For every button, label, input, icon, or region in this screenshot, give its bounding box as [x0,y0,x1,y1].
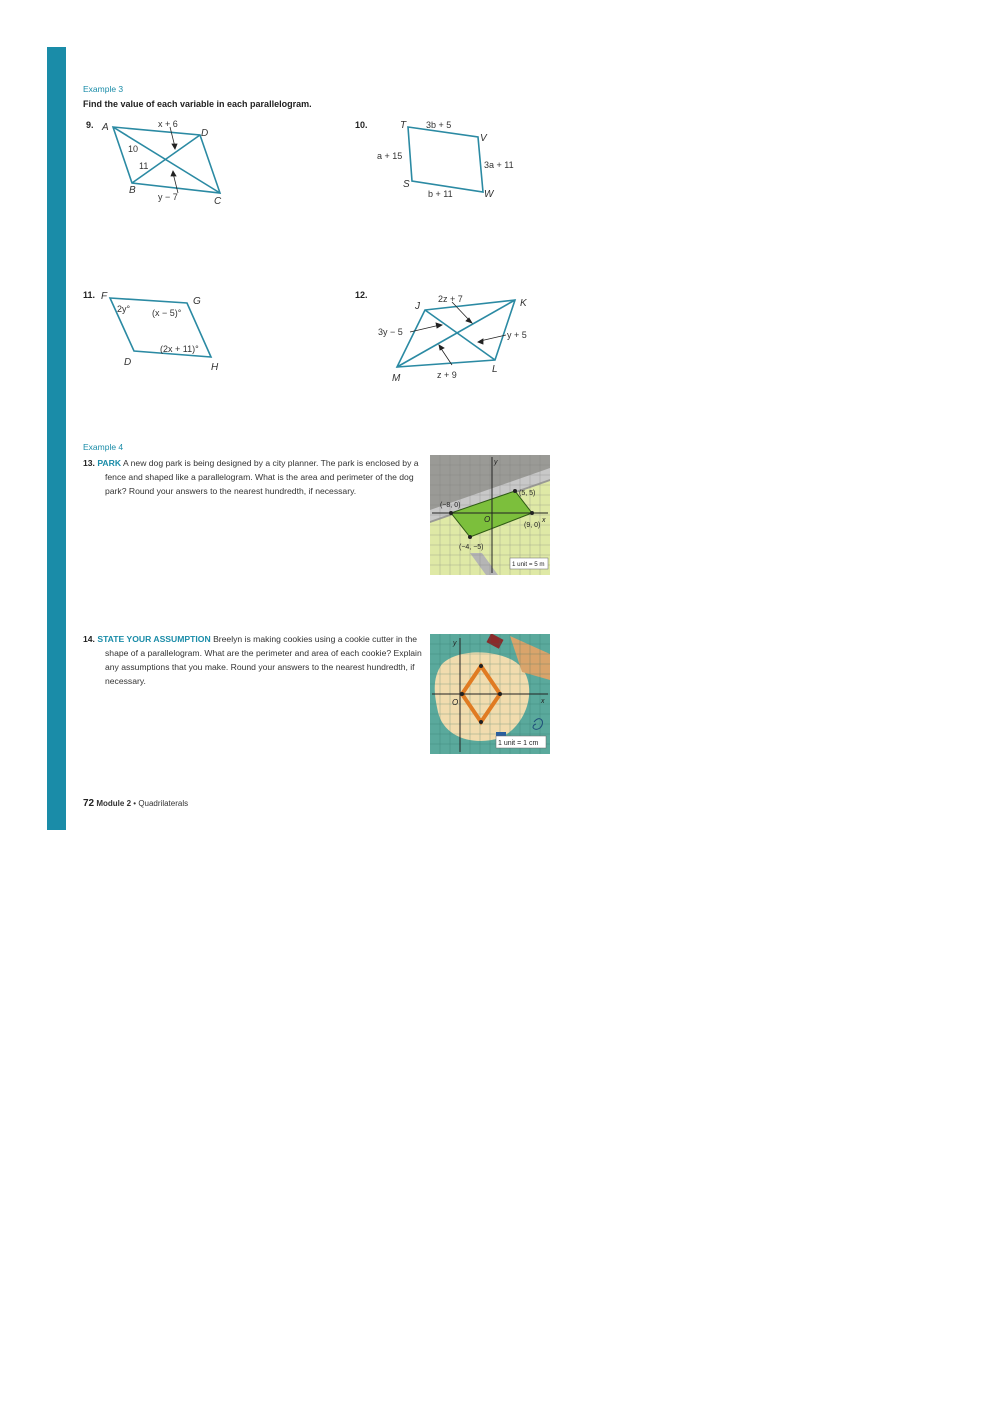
side-jk-label: 2z + 7 [438,294,463,304]
segment-kl-label: y + 5 [507,330,527,340]
parallelogram-11-figure [95,285,235,375]
vertex-l-label: L [492,364,498,375]
point-neg8-0-label: (−8, 0) [440,502,461,509]
parallelogram-10-outline [408,127,483,192]
point-5-5-label: (5, 5) [519,490,536,497]
x-axis-label: x [541,698,545,705]
side-vw-label: 3a + 11 [484,160,514,170]
scale-label: 1 unit = 5 m [512,561,545,568]
vertex-w-label: W [484,189,494,200]
angle-f-label: 2y° [117,304,131,314]
angle-d-label: (2x + 11)° [160,344,199,354]
angle-g-label: (x − 5)° [152,308,182,318]
vertex-k-label: K [520,298,527,309]
vertex-c-label: C [214,196,222,207]
page-number: 72 [83,798,95,809]
problem-13-number: 13. [83,458,95,468]
scale-label: 1 unit = 1 cm [498,740,539,747]
segment-11-label: 11 [139,161,149,171]
side-ad-label: x + 6 [158,119,178,129]
point-9-0-label: (9, 0) [524,522,541,529]
problem-13-keyword: PARK [97,458,122,468]
problem-14-text: Breelyn is making cookies using a cookie cutter in the shape of a parallelogram. What are the perimeter and area of each cookie? Explain any assumptions that you make. Round your answers to the nearest hundredth, if necessary. [105,634,422,686]
side-ts-label: a + 15 [377,151,403,161]
vertex-v-label: V [480,133,487,144]
page-footer [83,798,188,809]
problem-13-text: A new dog park is being designed by a city planner. The park is enclosed by a fence and shaped like a parallelogram. What is the area and perimeter of the dog park? Round your answers to the nearest hundredth, if necessary. [105,458,419,496]
segment-jm-label: 3y − 5 [378,327,403,337]
vertex-g-label: G [193,296,201,307]
parallelogram-12-figure [370,285,540,390]
origin-label: O [452,698,459,707]
point-neg4-neg5-label: (−4, −5) [459,544,484,551]
vertex-h-label: H [211,362,219,373]
module-name: Module 2 [96,799,132,808]
vertex-t-label: T [400,120,407,131]
problem-14-text-block [83,632,427,688]
example-4-label: Example 4 [83,442,124,452]
problem-14-number: 14. [83,634,95,644]
dog-park-graph [430,455,550,575]
vertex-m-label: M [392,373,401,384]
side-accent-bar [47,47,66,830]
segment-10-label: 10 [128,144,139,154]
example-3-instruction: Find the value of each variable in each parallelogram. [83,99,312,109]
vertex-b-label: B [129,185,136,196]
side-ml-label: z + 9 [437,370,457,380]
problem-9-number: 9. [86,120,94,130]
vertex-s-label: S [403,179,410,190]
problem-13-text-block [83,456,427,498]
problem-12-number: 12. [355,290,368,300]
vertex-a-label: A [102,122,109,133]
parallelogram-10-figure [370,115,530,205]
problem-10-number: 10. [355,120,368,130]
footer-separator: • [133,799,137,808]
side-tv-label: 3b + 5 [426,120,452,130]
vertex-d-label: D [124,357,132,368]
diagonal-bd [132,135,200,183]
side-sw-label: b + 11 [428,189,453,199]
problem-11-number: 11. [83,290,96,300]
origin-label: O [484,515,491,524]
module-topic: Quadrilaterals [138,799,189,808]
example-3-label: Example 3 [83,84,124,94]
y-axis-label: y [494,459,498,466]
vertex-j-label: J [415,301,420,312]
parallelogram-9-figure [95,115,240,210]
vertex-f-label: F [101,291,108,302]
y-axis-label: y [453,640,457,647]
vertex-d-label: D [201,128,209,139]
x-axis-label: x [542,517,546,524]
problem-14-keyword: STATE YOUR ASSUMPTION [97,634,211,644]
cookie-graph [430,634,550,754]
side-bc-label: y − 7 [158,192,178,202]
